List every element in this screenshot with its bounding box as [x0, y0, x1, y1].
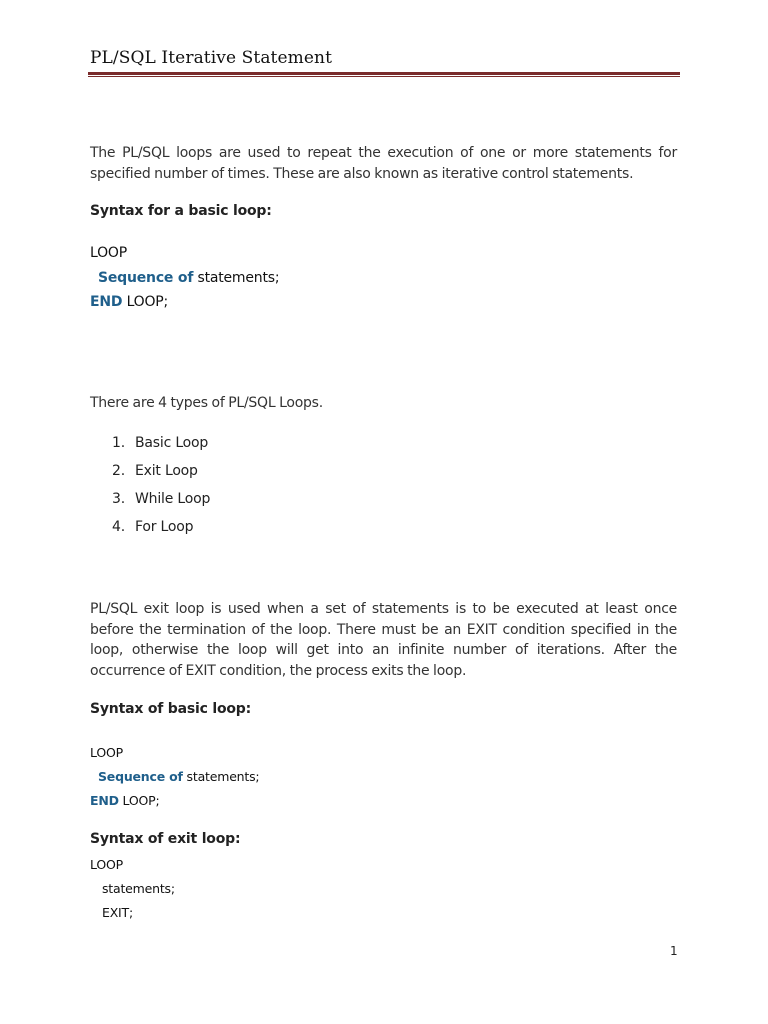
exit-loop-paragraph: PL/SQL exit loop is used when a set of statements is to be executed at least once before the termination of the loop. There must be an EXIT condition specified in the loop, otherwise the loop will get into an infinite number of iterations. After the occurrence of EXIT condition, the process exits the loop. [90, 601, 677, 679]
list-item [112, 435, 208, 451]
list-item [112, 491, 210, 507]
types-intro-text: There are 4 types of PL/SQL Loops. [90, 395, 323, 411]
header-rule-thin [88, 76, 680, 77]
syntax-basic-loop-heading: Syntax for a basic loop: [90, 203, 272, 219]
list-item-label: Exit Loop [135, 463, 198, 479]
code-text-statements: statements; [193, 270, 280, 286]
header-rule-thick [88, 72, 680, 75]
keyword-end: END [90, 793, 119, 808]
code-line-sequence [98, 270, 279, 286]
list-item-label: While Loop [135, 491, 211, 507]
code-text-statements: statements; [182, 769, 260, 784]
keyword-sequence-of: Sequence of [98, 270, 194, 286]
list-item-number: 3. [112, 491, 125, 507]
list-item [112, 519, 193, 535]
syntax-exit-loop-heading: Syntax of exit loop: [90, 831, 241, 847]
code-line-loop: LOOP [90, 245, 127, 261]
list-item-label: For Loop [135, 519, 194, 535]
keyword-end: END [90, 294, 123, 310]
code-line-sequence-2 [98, 769, 259, 784]
code-text-loop: LOOP; [122, 294, 169, 310]
code-line-loop-3: LOOP [90, 857, 123, 872]
code-line-statements-3: statements; [102, 881, 175, 896]
page-number: 1 [670, 944, 678, 958]
intro-paragraph: The PL/SQL loops are used to repeat the execution of one or more statements for specified number of times. These are also known as iterative control statements. [90, 145, 677, 182]
list-item-number: 4. [112, 519, 125, 535]
list-item-label: Basic Loop [135, 435, 209, 451]
code-line-exit-3: EXIT; [102, 905, 133, 920]
code-line-end-loop [90, 294, 168, 310]
list-item [112, 463, 198, 479]
syntax-basic-loop-heading-2: Syntax of basic loop: [90, 701, 252, 717]
code-line-end-loop-2 [90, 793, 160, 808]
code-text-loop: LOOP; [118, 793, 160, 808]
list-item-number: 1. [112, 435, 125, 451]
list-item-number: 2. [112, 463, 125, 479]
page-title: PL/SQL Iterative Statement [90, 48, 333, 68]
code-line-loop-2: LOOP [90, 745, 123, 760]
keyword-sequence-of: Sequence of [98, 769, 183, 784]
